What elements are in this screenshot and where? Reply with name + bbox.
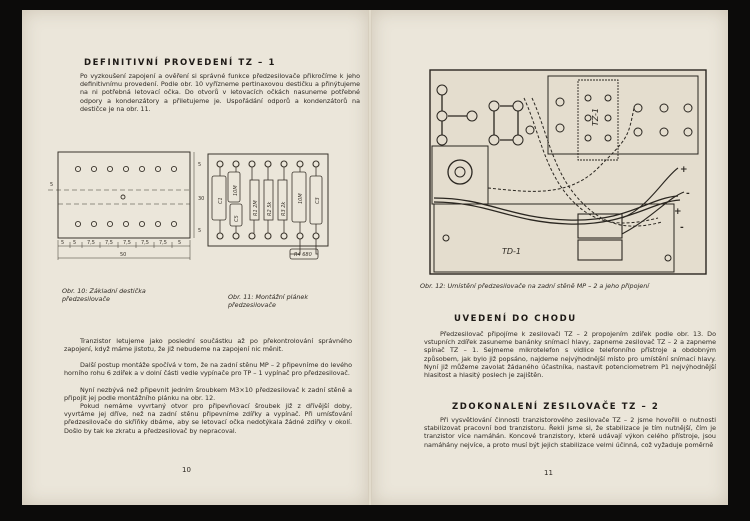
- fig12-wiring-diagram: [428, 68, 710, 278]
- fig10-dim: 7,5: [87, 240, 95, 246]
- fig11-label: R1 2M: [253, 200, 259, 216]
- fig10-dim-right: 5: [198, 162, 202, 168]
- fig12-sign: -: [680, 223, 684, 233]
- fig10-dim: 7,5: [123, 240, 131, 246]
- paragraph-transistor: Tranzistor letujeme jako poslední součástku až po překontrolování správného zapojení, když máme jistotu, že již nebudeme na zapojení nic měnit.: [64, 337, 352, 354]
- intro-paragraph: Po vyzkoušení zapojení a ověření si správné funkce předzesilovače přikročíme k jeho definitivnímu provedení. Podle obr. 10 vyřízneme pertinaxovou destičku a přinýtujeme na ni potřebná letovací očka. Do otvorů v letovacích očkách nasuneme potřebné odpory a kondenzátory a přiletujeme je. Uspořádání odporů a kondenzátorů na destičce je na obr. 11.: [80, 72, 360, 113]
- fig10-dim-left: 5: [50, 182, 54, 188]
- fig10-dim: 5: [61, 240, 65, 246]
- heading-improvement: ZDOKONALENÍ ZESILOVAČE TZ – 2: [452, 402, 660, 412]
- fig11-label: C1: [218, 197, 224, 204]
- fig11-label: R3 2k: [281, 201, 287, 216]
- fig11-assembly-plan-drawing: [206, 152, 356, 280]
- paragraph-start-up: Předzesilovač připojíme k zesilovači TZ – 2 propojením zdířek podle obr. 13. Do vstupních zdířek zasuneme banánky snímací hlavy, zapneme zesilovač TZ – 2 a zapneme spínač TZ – 1. Sejmeme mikrotelefon s vidlice telefonního přístroje a obdobným způsobem, jak bylo již popsáno, najdeme nejvýhodnější místo pro umístění snímací hlavy. Nyní již můžeme zavolat žádaného účastníka, nastavit potenciometrem P1 nejvýhodnější hlasitost a hlasitý poslech je zajištěn.: [424, 330, 716, 380]
- fig12-caption: Obr. 12: Umístění předzesilovače na zadní stěně MP – 2 a jeho připojení: [420, 282, 650, 290]
- fig11-caption: Obr. 11: Montážní plánek předzesilovače: [228, 293, 309, 309]
- right-page: [372, 10, 728, 505]
- fig11-label: 10M: [298, 193, 304, 204]
- paragraph-improvement: Při vysvětlování činnosti tranzistorového zesilovače TZ – 2 jsme hovořili o nutnosti stabilizovat pracovní bod tranzistoru. Řekli jsme si, že stabilizace je tím nutnější, čím je tranzistor více namáhán. Koncové tranzistory, které udávají výkon celého přístroje, jsou namáhány nejvíce, a proto musí být jejich stabilizace velmi účinná, což vyžaduje poměrně: [424, 416, 716, 449]
- fig10-dim: 5: [73, 240, 77, 246]
- fig12-label-td1: TD-1: [502, 247, 522, 256]
- fig10-caption: Obr. 10: Základní destička předzesilovače: [62, 287, 146, 303]
- left-heading: DEFINITIVNÍ PROVEDENÍ TZ – 1: [84, 58, 276, 68]
- fig11-label: R4 680: [294, 252, 312, 258]
- right-page-number: 11: [544, 469, 553, 477]
- left-page: [22, 10, 368, 505]
- paragraph-drilling: Pokud nemáme vyvrtaný otvor pro připevňovací šroubek již z dřívější doby, vyvrtáme jej dříve, než na zadní stěnu připevníme zdířky a vypínač. Při umísťování předzesilovače do skříňky dbáme, aby se letovací očka nedotýkala žádné zdířky v okolí. Došlo by tak ke zkratu a předzesilovač by nepracoval.: [64, 402, 352, 435]
- fig10-dim: 7,5: [141, 240, 149, 246]
- fig11-label: R2 5k: [267, 201, 273, 216]
- fig11-label: 10M: [233, 185, 239, 196]
- heading-start-up: UVEDENÍ DO CHODU: [454, 314, 577, 324]
- fig11-label: C5: [234, 215, 240, 222]
- fig12-sign: -: [686, 189, 690, 199]
- paragraph-assembly: Další postup montáže spočívá v tom, že na zadní stěnu MP – 2 připevníme do levého horního rohu 6 zdířek a v dolní části vedle vypínače pro TP – 1 vypínač pro předzesilovač.: [64, 361, 352, 378]
- fig10-dim: 7,5: [159, 240, 167, 246]
- fig12-label-tz1: TZ-1: [591, 108, 600, 126]
- fig10-dim-right: 5: [198, 228, 202, 234]
- fig10-base-board-drawing: [48, 142, 218, 272]
- fig10-dim: 5: [178, 240, 182, 246]
- fig11-label: C3: [315, 197, 321, 204]
- fig10-dim-right: 30: [198, 196, 205, 202]
- fig12-sign: +: [680, 165, 688, 175]
- fig10-dim-total: 50: [120, 252, 127, 258]
- fig12-sign: +: [674, 207, 682, 217]
- left-page-number: 10: [182, 466, 191, 474]
- paragraph-mounting: Nyní nezbývá než připevnit jedním šroubkem M3×10 předzesilovač k zadní stěně a připojit jej podle montážního plánku na obr. 12.: [64, 386, 352, 403]
- fig10-dim: 7,5: [105, 240, 113, 246]
